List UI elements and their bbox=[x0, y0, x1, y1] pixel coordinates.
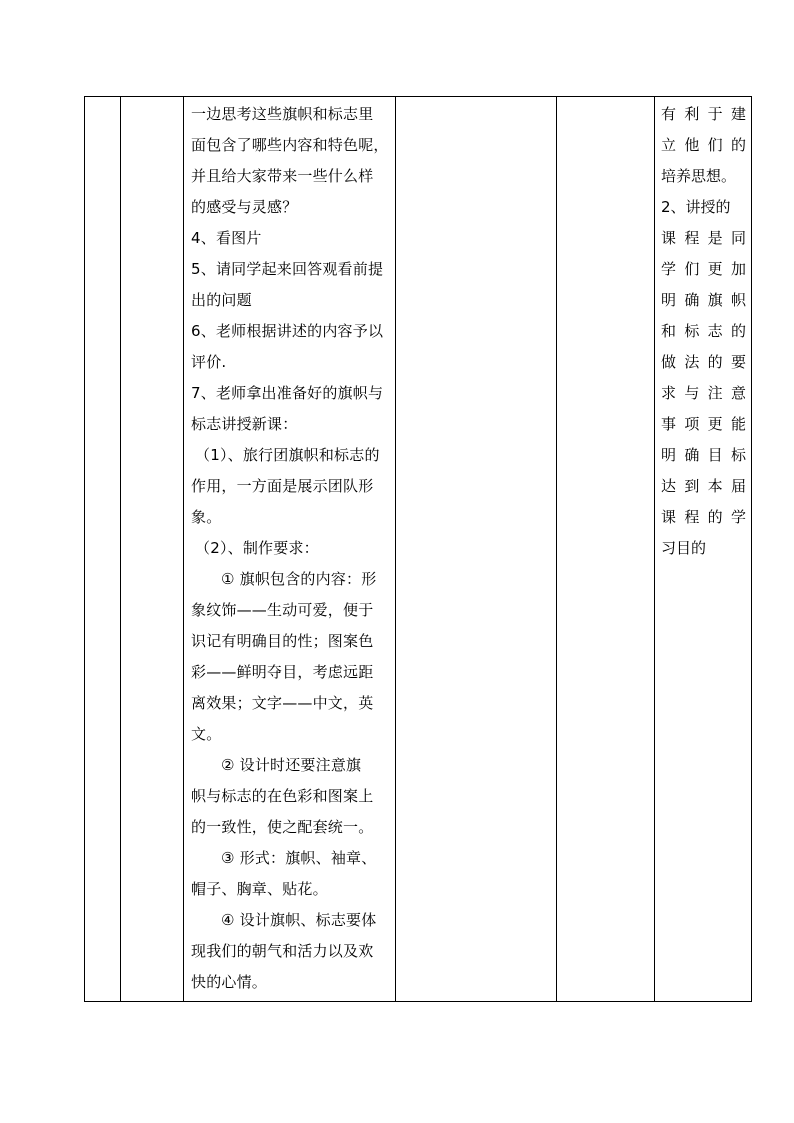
content-line: 文。 bbox=[191, 725, 222, 743]
content-line: 现我们的朝气和活力以及欢 bbox=[191, 942, 374, 960]
empty-cell-1 bbox=[85, 97, 121, 1002]
content-line: 4、看图片 bbox=[191, 229, 262, 247]
notes-line: 习目的 bbox=[661, 539, 707, 557]
empty-cell-2 bbox=[121, 97, 184, 1002]
content-line: 象。 bbox=[191, 508, 222, 526]
content-line: 7、老师拿出准备好的旗帜与 bbox=[191, 384, 384, 402]
notes-line: 课程的学 bbox=[661, 508, 746, 526]
teaching-content-cell bbox=[184, 97, 396, 1002]
notes-line: 达到本届 bbox=[661, 477, 746, 495]
notes-line: 求与注意 bbox=[661, 384, 746, 402]
content-line: 标志讲授新课： bbox=[191, 415, 298, 433]
content-line: 6、老师根据讲述的内容予以 bbox=[191, 322, 384, 340]
content-line: （1）、旅行团旗帜和标志的 bbox=[195, 446, 380, 464]
content-line: 一边思考这些旗帜和标志里 bbox=[191, 105, 374, 123]
content-line: 识记有明确目的性；图案色 bbox=[191, 632, 374, 650]
content-line: 并且给大家带来一些什么样 bbox=[191, 167, 374, 185]
content-line: 的一致性，使之配套统一。 bbox=[191, 818, 374, 836]
content-line: 评价. bbox=[191, 353, 227, 371]
notes-line: 明确旗帜 bbox=[661, 291, 746, 309]
design-intent-cell bbox=[655, 97, 752, 1002]
content-line: 象纹饰——生动可爱，便于 bbox=[191, 601, 374, 619]
notes-line: 事项更能 bbox=[661, 415, 746, 433]
content-line: 帜与标志的在色彩和图案上 bbox=[191, 787, 374, 805]
notes-line: 学们更加 bbox=[661, 260, 746, 278]
teaching-content bbox=[184, 97, 395, 998]
lesson-plan-table bbox=[84, 96, 752, 1002]
content-line: 帽子、胸章、贴花。 bbox=[191, 880, 328, 898]
notes-line: 明确目标 bbox=[661, 446, 746, 464]
content-line: 离效果；文字——中文，英 bbox=[191, 694, 374, 712]
notes-line: 做法的要 bbox=[661, 353, 746, 371]
content-line: ③ 形式：旗帜、袖章、 bbox=[221, 849, 377, 867]
content-line: 5、请同学起来回答观看前提 bbox=[191, 260, 384, 278]
content-line: 的感受与灵感？ bbox=[191, 198, 298, 216]
content-line: 面包含了哪些内容和特色呢， bbox=[191, 136, 389, 154]
design-intent bbox=[655, 97, 751, 564]
content-line: 出的问题 bbox=[191, 291, 252, 309]
notes-line: 培养思想。 bbox=[661, 167, 737, 185]
notes-line: 课程是同 bbox=[661, 229, 746, 247]
content-line: 彩——鲜明夺目，考虑远距 bbox=[191, 663, 374, 681]
content-line: ① 旗帜包含的内容：形 bbox=[221, 570, 377, 588]
empty-cell-5 bbox=[557, 97, 655, 1002]
notes-line: 有利于建 bbox=[661, 105, 746, 123]
notes-line: 立他们的 bbox=[661, 136, 746, 154]
empty-cell-4 bbox=[396, 97, 557, 1002]
notes-line: 2、讲授的 bbox=[661, 198, 731, 216]
table-row bbox=[85, 97, 752, 1002]
content-line: ④ 设计旗帜、标志要体 bbox=[221, 911, 377, 929]
content-line: 作用，一方面是展示团队形 bbox=[191, 477, 374, 495]
content-line: （2）、制作要求： bbox=[195, 539, 319, 557]
content-line: 快的心情。 bbox=[191, 973, 268, 991]
content-line: ② 设计时还要注意旗 bbox=[221, 756, 362, 774]
notes-line: 和标志的 bbox=[661, 322, 746, 340]
